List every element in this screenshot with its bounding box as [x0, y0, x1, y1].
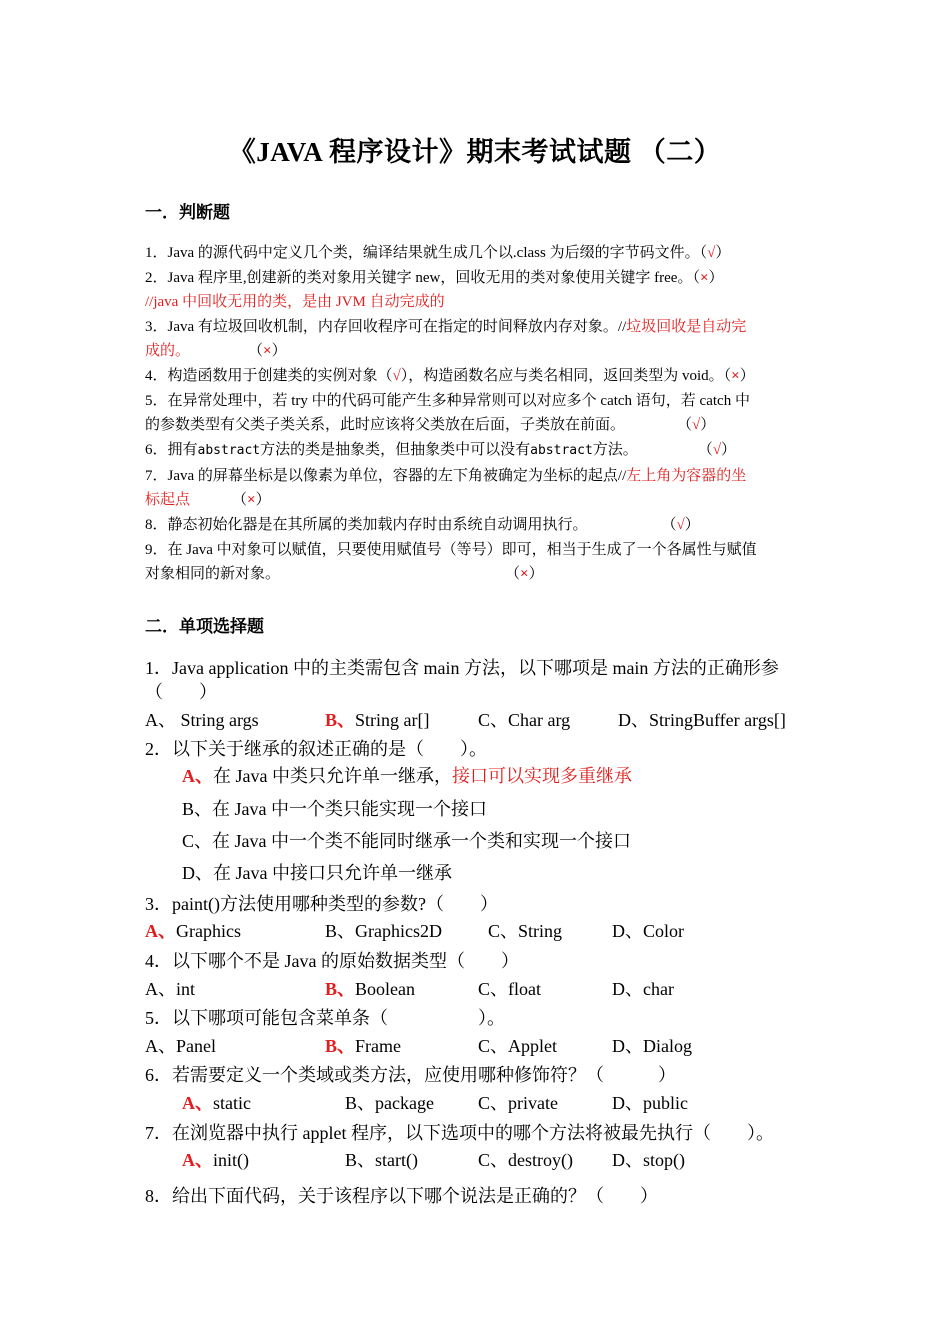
question-5-option-a: A、Panel	[145, 1036, 216, 1056]
judgement-item-5-cont: 的参数类型有父类子类关系，此时应该将父类放在后面，子类放在前面。 （√）	[145, 417, 716, 433]
question-4-stem: 4．以下哪个不是 Java 的原始数据类型（ ）	[145, 951, 519, 971]
question-3-option-c: C、String	[488, 921, 563, 941]
question-7-option-d: D、stop()	[612, 1150, 685, 1170]
answer-mark: √	[712, 442, 722, 458]
question-1-stem-cont: （ ）	[145, 682, 217, 702]
question-7-option-b: B、start()	[345, 1150, 418, 1170]
question-3-option-d: D、Color	[612, 921, 685, 941]
page-title: 《JAVA 程序设计》期末考试试题 （二）	[228, 137, 722, 167]
question-8-stem: 8．给出下面代码，关于该程序以下哪个说法是正确的？（ ）	[145, 1186, 658, 1206]
question-2-option-a: A、在 Java 中类只允许单一继承，接口可以实现多重继承	[182, 766, 632, 786]
answer-mark: ×	[699, 270, 709, 286]
question-7-option-a: A、init()	[182, 1150, 249, 1170]
question-1-stem: 1．Java application 中的主类需包含 main 方法，以下哪项是 main 方法的正确形参	[145, 658, 779, 678]
judgement-item-9-cont: 对象相同的新对象。 （×）	[145, 566, 544, 582]
answer-mark: ×	[520, 566, 529, 582]
judgement-item-2-note: //java 中回收无用的类，是由 JVM 自动完成的	[145, 294, 445, 310]
judgement-item-6: 6．拥有abstract方法的类是抽象类，但抽象类中可以没有abstract方法。 （√）	[145, 442, 737, 458]
judgement-item-1: 1．Java 的源代码中定义几个类，编译结果就生成几个以.class 为后缀的字节码文件。（√）	[145, 245, 731, 261]
question-6-stem: 6．若需要定义一个类域或类方法，应使用哪种修饰符？（ ）	[145, 1065, 676, 1085]
answer-mark: √	[392, 368, 401, 384]
question-4-option-d: D、char	[612, 979, 674, 999]
question-3-stem: 3．paint()方法使用哪种类型的参数?（ ）	[145, 894, 498, 914]
question-5-option-c: C、Applet	[478, 1036, 558, 1056]
question-6-option-c: C、private	[478, 1093, 558, 1113]
judgement-item-9: 9．在 Java 中对象可以赋值，只要使用赋值号（等号）即可，相当于生成了一个各属性与赋值	[145, 542, 757, 558]
answer-mark: √	[707, 245, 716, 261]
question-7-stem: 7．在浏览器中执行 applet 程序，以下选项中的哪个方法将被最先执行（ ）。	[145, 1123, 774, 1143]
section-heading-single-choice: 二．单项选择题	[145, 617, 264, 636]
question-5-option-b: B、Frame	[325, 1036, 401, 1056]
question-1-option-c: C、Char arg	[478, 710, 571, 730]
question-3-option-b: B、Graphics2D	[325, 921, 442, 941]
question-5-stem: 5．以下哪项可能包含菜单条（ ）。	[145, 1008, 505, 1028]
question-4-option-b: B、Boolean	[325, 979, 416, 999]
question-2-stem: 2．以下关于继承的叙述正确的是（ ）。	[145, 739, 487, 759]
question-4-option-a: A、int	[145, 979, 196, 999]
section-heading-judgement: 一．判断题	[145, 203, 230, 222]
answer-mark: ×	[247, 492, 256, 508]
judgement-item-3-cont: 成的。 （×）	[145, 343, 287, 359]
answer-mark: ×	[263, 343, 272, 359]
question-2-option-d: D、在 Java 中接口只允许单一继承	[182, 863, 452, 883]
question-3-option-a: A、Graphics	[145, 921, 241, 941]
answer-mark: √	[676, 517, 685, 533]
judgement-item-4: 4．构造函数用于创建类的实例对象（√），构造函数名应与类名相同，返回类型为 void。（×）	[145, 368, 755, 384]
question-6-option-d: D、public	[612, 1093, 688, 1113]
question-4-option-c: C、float	[478, 979, 542, 999]
question-6-option-a: A、static	[182, 1093, 251, 1113]
question-1-option-d: D、StringBuffer args[]	[618, 710, 786, 730]
judgement-item-3: 3．Java 有垃圾回收机制，内存回收程序可在指定的时间释放内存对象。//垃圾回收是自动完	[145, 319, 747, 335]
question-5-option-d: D、Dialog	[612, 1036, 692, 1056]
question-2-option-c: C、在 Java 中一个类不能同时继承一个类和实现一个接口	[182, 831, 631, 851]
question-6-option-b: B、package	[345, 1093, 434, 1113]
question-2-option-b: B、在 Java 中一个类只能实现一个接口	[182, 799, 487, 819]
judgement-item-5: 5．在异常处理中，若 try 中的代码可能产生多种异常则可以对应多个 catch 语句，若 catch 中	[145, 393, 750, 409]
judgement-item-8: 8．静态初始化器是在其所属的类加载内存时由系统自动调用执行。 （√）	[145, 517, 700, 533]
answer-mark: √	[692, 417, 701, 433]
question-1-option-a: A、 String args	[145, 710, 259, 730]
judgement-item-7-cont: 标起点 （×）	[145, 492, 271, 508]
answer-mark: ×	[731, 368, 740, 384]
question-7-option-c: C、destroy()	[478, 1150, 573, 1170]
judgement-item-7: 7．Java 的屏幕坐标是以像素为单位，容器的左下角被确定为坐标的起点//左上角为容器的坐	[145, 468, 747, 484]
judgement-item-2: 2．Java 程序里,创建新的类对象用关键字 new，回收无用的类对象使用关键字 free。（×）	[145, 270, 724, 286]
question-1-option-b: B、String ar[]	[325, 710, 430, 730]
